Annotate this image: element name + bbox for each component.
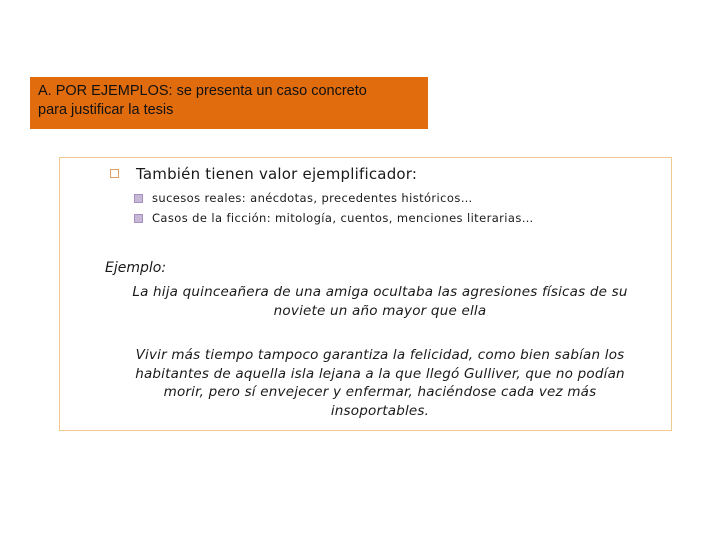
example-1-line-2: noviete un año mayor que ella bbox=[273, 302, 487, 319]
content-panel bbox=[59, 157, 672, 431]
section-title-line-2: para justificar la tesis bbox=[38, 102, 174, 118]
sub-bullet-real-events bbox=[134, 191, 473, 205]
section-title-line-1: A. POR EJEMPLOS: se presenta un caso concreto bbox=[38, 83, 367, 99]
sub-bullet-fiction bbox=[134, 211, 534, 225]
main-bullet bbox=[110, 165, 417, 183]
example-2-line-2: habitantes de aquella isla lejana a la que llegó Gulliver, que no podían bbox=[135, 365, 625, 382]
example-paragraph-1 bbox=[90, 283, 670, 320]
example-label: Ejemplo: bbox=[105, 260, 167, 276]
example-2-line-3: morir, pero sí envejecer y enfermar, haciéndose cada vez más bbox=[163, 384, 597, 400]
main-bullet-text: También tienen valor ejemplificador: bbox=[136, 165, 418, 183]
sub-bullet-text: Casos de la ficción: mitología, cuentos, menciones literarias… bbox=[152, 211, 534, 225]
section-title bbox=[38, 82, 420, 120]
example-2-line-4: insoportables. bbox=[330, 402, 430, 419]
filled-square-bullet-icon bbox=[134, 214, 143, 223]
outline-square-bullet-icon bbox=[110, 169, 119, 178]
sub-bullet-text: sucesos reales: anécdotas, precedentes históricos… bbox=[152, 191, 473, 205]
example-1-line-1: La hija quinceañera de una amiga ocultaba las agresiones físicas de su bbox=[132, 284, 628, 300]
section-title-box bbox=[30, 77, 428, 129]
example-2-line-1: Vivir más tiempo tampoco garantiza la felicidad, como bien sabían los bbox=[135, 347, 625, 363]
filled-square-bullet-icon bbox=[134, 194, 143, 203]
example-paragraph-2 bbox=[90, 346, 670, 420]
